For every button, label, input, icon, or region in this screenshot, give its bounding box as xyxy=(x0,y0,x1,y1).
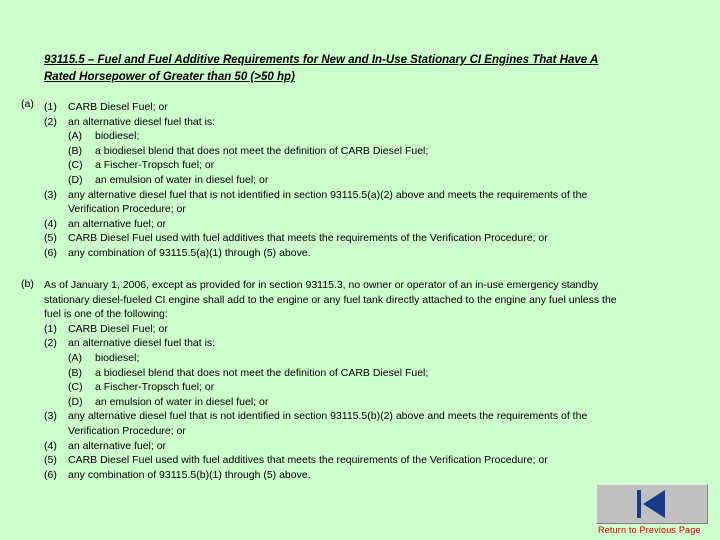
item-text: Verification Procedure; or xyxy=(68,425,186,437)
item-text: any alternative diesel fuel that is not identified in section 93115.5(a)(2) above and meets the requirements of the xyxy=(68,188,588,201)
list-item xyxy=(68,366,428,381)
item-number: (4) xyxy=(44,439,57,452)
item-number: (5) xyxy=(44,454,57,467)
item-text: CARB Diesel Fuel; or xyxy=(68,101,168,113)
list-item xyxy=(44,468,311,483)
item-number: (3) xyxy=(44,188,57,201)
item-text: Verification Procedure; or xyxy=(68,203,186,216)
item-text: biodiesel; xyxy=(95,130,140,143)
item-number: (1) xyxy=(44,322,57,335)
intro-line: stationary diesel-fueled CI engine shall add to the engine or any fuel tank directly attached to the engine any fuel unless the xyxy=(44,293,617,306)
subitem-letter: (B) xyxy=(68,144,82,157)
item-number: (6) xyxy=(44,247,57,259)
item-number: (5) xyxy=(44,232,57,245)
item-number: (6) xyxy=(44,468,57,481)
list-item xyxy=(44,409,587,424)
item-text: an alternative diesel fuel that is: xyxy=(68,337,216,350)
item-text: a Fischer-Tropsch fuel; or xyxy=(95,381,215,394)
list-item xyxy=(44,439,166,454)
list-item xyxy=(44,336,215,351)
subitem-letter: (D) xyxy=(68,174,83,186)
list-item xyxy=(68,173,268,188)
list-item xyxy=(68,351,139,366)
subitem-letter: (D) xyxy=(68,395,83,408)
subitem-letter: (C) xyxy=(68,159,83,172)
item-text: CARB Diesel Fuel used with fuel additives that meets the requirements of the Verification Procedure; or xyxy=(68,232,548,245)
item-text: any combination of 93115.5(b)(1) through (5) above. xyxy=(68,468,311,481)
subitem-letter: (A) xyxy=(68,352,82,364)
item-number: (1) xyxy=(44,101,57,113)
item-text: any alternative diesel fuel that is not identified in section 93115.5(b)(2) above and meets the requirements of the xyxy=(68,410,588,423)
item-text: CARB Diesel Fuel used with fuel additives that meets the requirements of the Verification Procedure; or xyxy=(68,454,548,467)
list-item xyxy=(44,217,166,232)
list-item xyxy=(68,129,139,144)
first-page-icon xyxy=(633,488,669,520)
list-item xyxy=(44,231,548,246)
list-item xyxy=(44,246,311,261)
item-text: a biodiesel blend that does not meet the definition of CARB Diesel Fuel; xyxy=(95,144,429,157)
list-item xyxy=(44,453,548,468)
item-text: an alternative fuel; or xyxy=(68,439,167,452)
list-item xyxy=(68,202,186,217)
title-line-1: 93115.5 – Fuel and Fuel Additive Requirements for New and In-Use Stationary CI Engines That Have A xyxy=(44,54,599,66)
return-to-previous-link[interactable]: Return to Previous Page xyxy=(598,525,701,535)
list-item xyxy=(68,395,268,410)
list-item xyxy=(44,322,168,337)
list-item xyxy=(44,188,587,203)
section-b-label: (b) xyxy=(21,278,34,290)
list-item xyxy=(44,100,168,115)
list-item xyxy=(68,144,428,159)
return-button[interactable] xyxy=(596,484,708,524)
list-item xyxy=(68,380,214,395)
intro-line: As of January 1, 2006, except as provided for in section 93115.3, no owner or operator of an in-use emergency standby xyxy=(44,279,599,291)
item-text: any combination of 93115.5(a)(1) through (5) above. xyxy=(68,247,311,259)
item-text: a biodiesel blend that does not meet the definition of CARB Diesel Fuel; xyxy=(95,366,429,379)
item-text: an alternative diesel fuel that is: xyxy=(68,115,216,128)
item-text: CARB Diesel Fuel; or xyxy=(68,322,168,335)
intro-line: fuel is one of the following: xyxy=(44,308,168,321)
item-number: (2) xyxy=(44,115,57,128)
list-item xyxy=(68,158,214,173)
subitem-letter: (A) xyxy=(68,130,82,143)
item-text: an emulsion of water in diesel fuel; or xyxy=(95,395,269,408)
item-number: (4) xyxy=(44,217,57,230)
subitem-letter: (B) xyxy=(68,366,82,379)
item-text: a Fischer-Tropsch fuel; or xyxy=(95,159,215,172)
item-number: (2) xyxy=(44,337,57,350)
item-number: (3) xyxy=(44,410,57,423)
list-item xyxy=(68,424,186,439)
subitem-letter: (C) xyxy=(68,381,83,394)
item-text: an alternative fuel; or xyxy=(68,217,167,230)
title-line-2: Rated Horsepower of Greater than 50 (>50 hp) xyxy=(44,71,295,83)
item-text: an emulsion of water in diesel fuel; or xyxy=(95,174,269,186)
section-a-label: (a) xyxy=(21,98,34,110)
list-item xyxy=(44,115,215,130)
item-text: biodiesel; xyxy=(95,352,140,364)
